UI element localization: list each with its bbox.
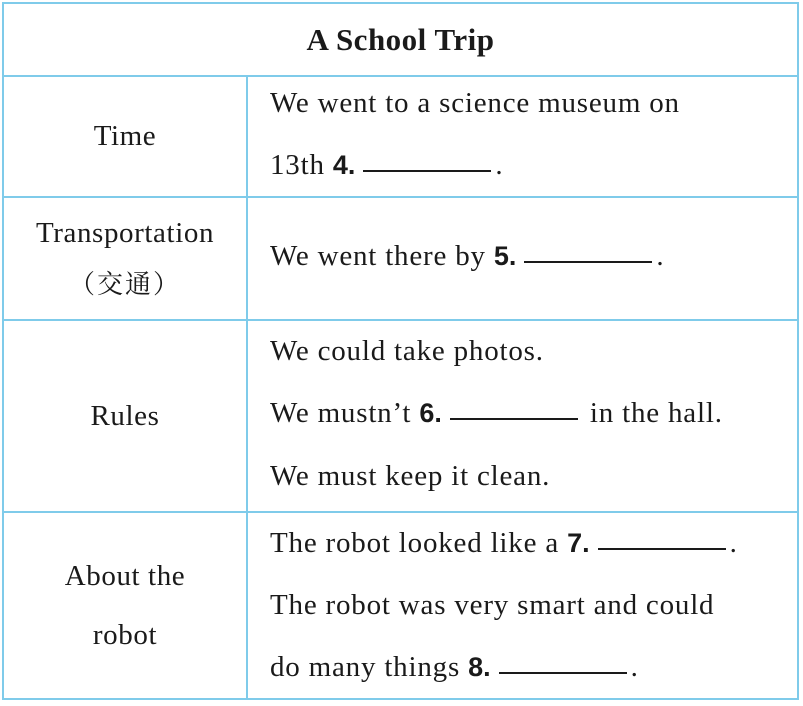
- rules-line-3: We must keep it clean.: [270, 460, 551, 492]
- row-label-transportation: Transportation: [35, 216, 215, 249]
- row-label-cell: [4, 321, 248, 511]
- row-label-cell: [4, 77, 248, 196]
- table-row-transportation: [4, 198, 797, 321]
- table-title: A School Trip: [306, 21, 495, 57]
- transportation-text: We went there by: [270, 240, 486, 272]
- time-date-text: 13th: [270, 149, 325, 181]
- question-number-5: 5.: [493, 241, 517, 271]
- table-row-time: [4, 77, 797, 198]
- question-number-8: 8.: [468, 652, 491, 682]
- rules-line-2-text: We mustn’t: [270, 397, 412, 429]
- row-content-cell: [248, 198, 797, 319]
- time-period: .: [495, 149, 504, 181]
- time-line-1: We went to a science museum on: [270, 87, 680, 119]
- rules-line-2: [270, 397, 723, 430]
- school-trip-table: [2, 2, 799, 700]
- time-line-2: [270, 149, 503, 182]
- rules-line-2-end: in the hall.: [589, 397, 723, 429]
- transportation-period: .: [656, 240, 665, 272]
- transportation-line: [270, 240, 664, 273]
- robot-line-3-period: .: [630, 651, 639, 683]
- row-content-cell: [248, 77, 797, 196]
- title-row: [4, 4, 797, 77]
- answer-blank-6[interactable]: [450, 417, 578, 420]
- answer-blank-8[interactable]: [499, 671, 627, 674]
- row-content-cell: [248, 321, 797, 511]
- question-number-6: 6.: [419, 398, 442, 428]
- robot-line-1-text: The robot looked like a: [270, 527, 559, 559]
- row-label-transportation-cn: （交通）: [68, 269, 181, 300]
- row-content-cell: [248, 513, 797, 698]
- table-row-robot: [4, 513, 797, 698]
- row-label-robot-line-2: robot: [92, 618, 158, 651]
- table-row-rules: [4, 321, 797, 513]
- question-number-4: 4.: [332, 150, 356, 180]
- robot-line-2: The robot was very smart and could: [270, 589, 715, 621]
- row-label-time: Time: [93, 120, 157, 152]
- answer-blank-5[interactable]: [524, 260, 652, 263]
- robot-line-1: [270, 527, 738, 560]
- robot-line-3-text: do many things: [270, 651, 461, 683]
- row-label-cell: [4, 198, 248, 319]
- answer-blank-4[interactable]: [363, 169, 491, 172]
- answer-blank-7[interactable]: [598, 547, 726, 550]
- robot-line-3: [270, 651, 639, 684]
- row-label-cell: [4, 513, 248, 698]
- robot-line-1-period: .: [729, 527, 738, 559]
- row-label-robot-line-1: About the: [64, 559, 186, 592]
- question-number-7: 7.: [567, 528, 590, 558]
- row-label-rules: Rules: [90, 399, 160, 432]
- rules-line-1: We could take photos.: [270, 335, 544, 367]
